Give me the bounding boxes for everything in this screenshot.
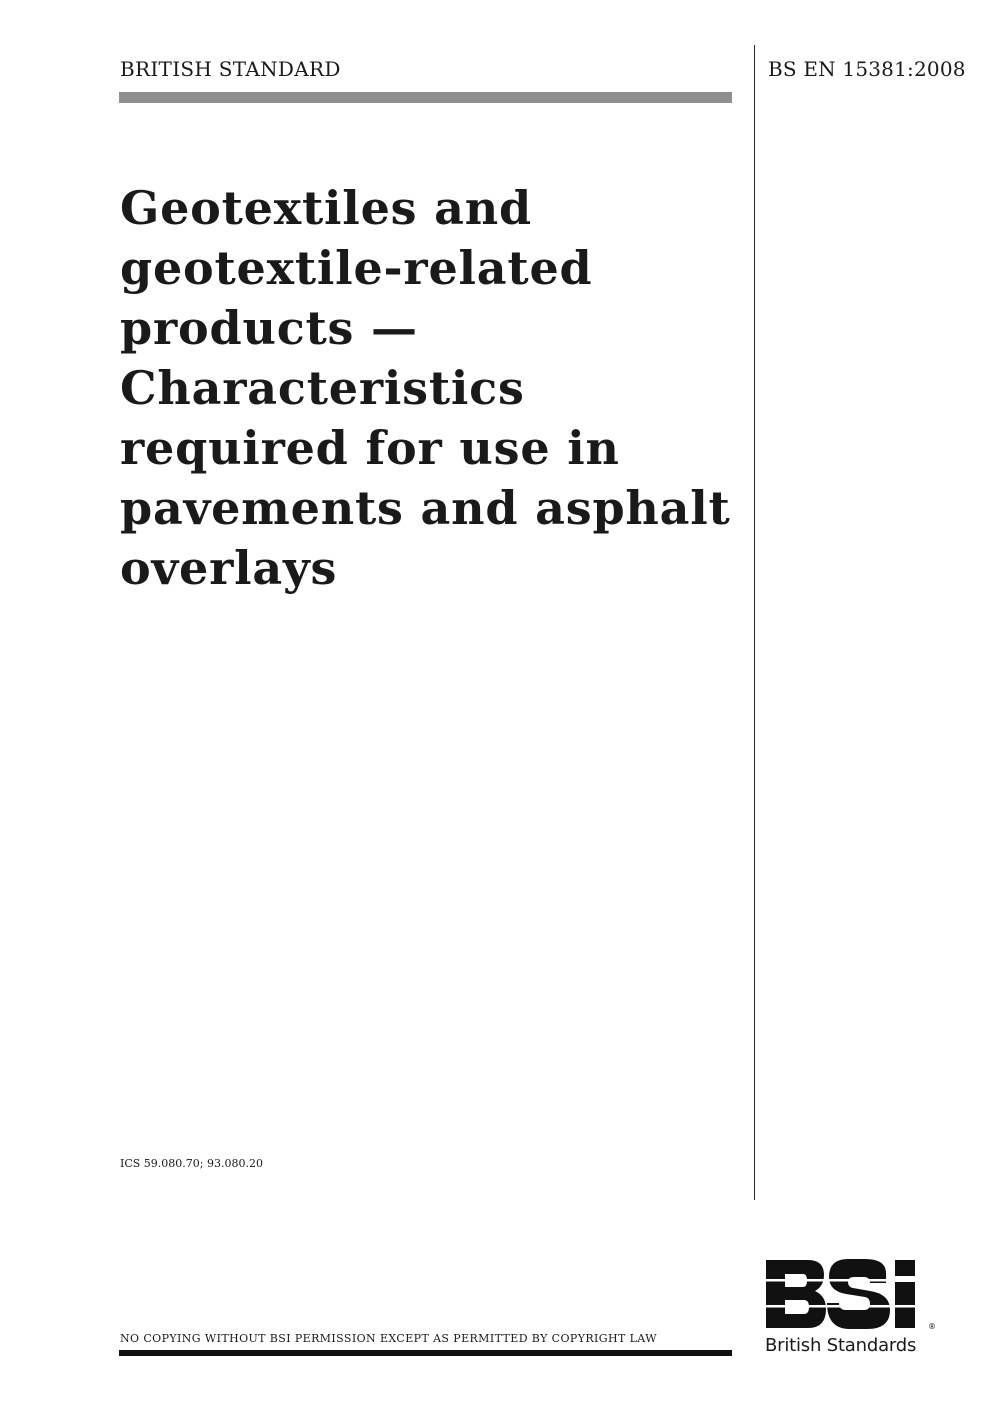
bsi-logo-mark-icon bbox=[764, 1258, 936, 1330]
copyright-notice: NO COPYING WITHOUT BSI PERMISSION EXCEPT AS PERMITTED BY COPYRIGHT LAW bbox=[120, 1332, 657, 1345]
title-line: geotextile-related bbox=[120, 241, 593, 295]
registered-mark: ® bbox=[928, 1322, 936, 1330]
header-rule bbox=[119, 92, 732, 103]
title-line: products — bbox=[120, 301, 418, 355]
footer-rule bbox=[119, 1350, 732, 1356]
title-line: overlays bbox=[120, 541, 338, 595]
title-line: Characteristics bbox=[120, 361, 525, 415]
bsi-wordmark: British Standards bbox=[765, 1335, 917, 1356]
title-line: Geotextiles and bbox=[120, 181, 532, 235]
bsi-logo bbox=[764, 1258, 936, 1358]
document-title bbox=[120, 178, 740, 598]
ics-code: ICS 59.080.70; 93.080.20 bbox=[120, 1157, 263, 1170]
title-line: pavements and asphalt bbox=[120, 481, 731, 535]
title-line: required for use in bbox=[120, 421, 620, 475]
document-number: BS EN 15381:2008 bbox=[768, 57, 966, 81]
column-divider bbox=[754, 45, 755, 1200]
standard-type-label: BRITISH STANDARD bbox=[120, 57, 341, 81]
